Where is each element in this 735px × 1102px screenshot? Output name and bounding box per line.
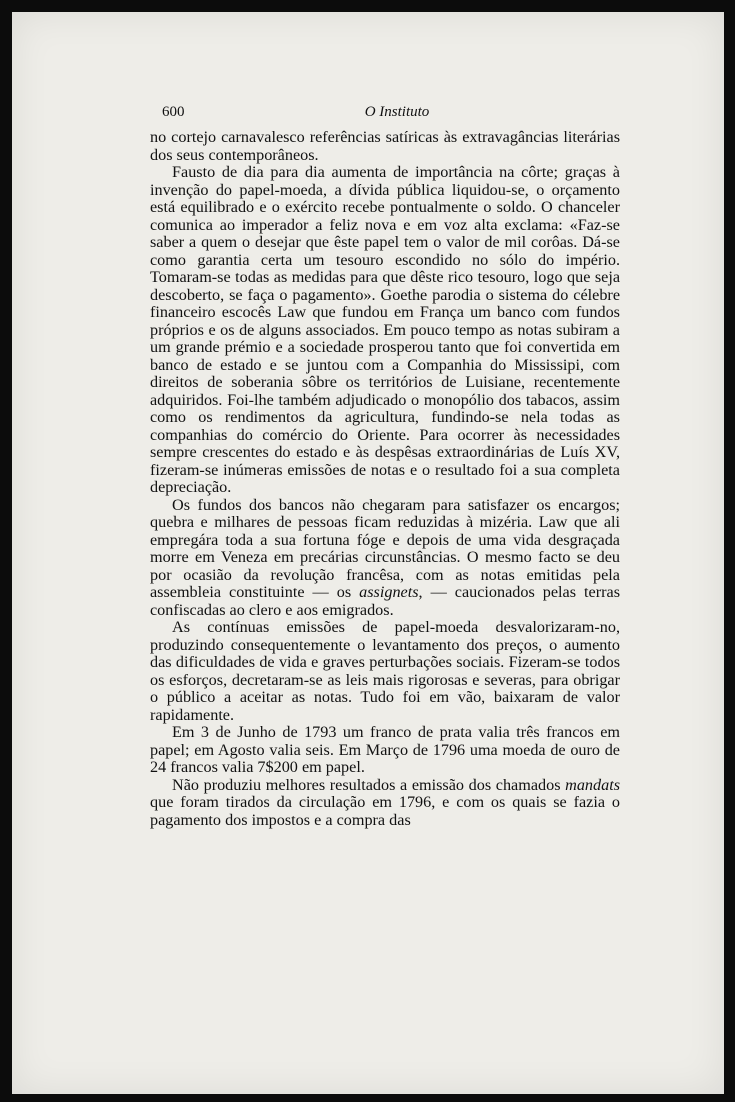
paragraph: Fausto de dia para dia aumenta de importância na côrte; graças à invenção do papel-moeda, a dívida pública liquidou-se, o orçamento está equilibrado e o exército recebe pontualmente o soldo. O chanceler comunica ao imperador a feliz nova e em voz alta exclama: «Faz-se saber a quem o desejar que êste papel tem o valor de mil corôas. Dá-se como garantia certa um tesouro escondido no sólo do império. Tomaram-se todas as medidas para que dêste rico tesouro, logo que seja descoberto, se faça o pagamento». Goethe parodia o sistema do célebre financeiro escocês Law que fundou em França um banco com fundos próprios e os de alguns associados. Em pouco tempo as notas subiram a um grande prémio e a sociedade prosperou tanto que foi convertida em banco de estado e se juntou com a Companhia do Mississipi, com direitos de soberania sôbre os territórios de Luisiane, recentemente adquiridos. Foi-lhe também adjudicado o monopólio dos tabacos, assim como os rendimentos da agricultura, fundindo-se nela todas as companhias do comércio do Oriente. Para ocorrer às necessidades sempre crescentes do estado e às despêsas extraordinárias de Luís XV, fizeram-se inúmeras emissões de notas e o resultado foi a sua completa depreciação. (150, 163, 620, 496)
page-number: 600 (162, 104, 185, 120)
paragraph-text: Os fundos dos bancos não chegaram para satisfazer os encargos; quebra e milhares de pessoas ficam reduzidas à mizéria. Law que ali empregára toda a sua fortuna fóge e depois de uma vida desgraçada morre em Veneza em precárias circunstâncias. O mesmo facto se deu por ocasião da revolução francêsa, com as notas emitidas pela assembleia constituinte — os (150, 495, 620, 601)
italic-term: assignets (359, 583, 419, 601)
paragraph: As contínuas emissões de papel-moeda desvalorizaram-no, produzindo consequentemente o levantamento dos preços, o aumento das dificuldades de vida e graves perturbações sociais. Fizeram-se todos os esforços, decretaram-se as leis mais rigorosas e severas, para obrigar o público a aceitar as notas. Tudo foi em vão, baixaram de valor rapidamente. (150, 618, 620, 724)
paragraph: no cortejo carnavalesco referências satíricas às extravagâncias literárias dos seus contemporâneos. (150, 128, 620, 164)
paragraph-text: Não produziu melhores resultados a emissão dos chamados (172, 775, 566, 794)
paragraph (150, 497, 620, 620)
paragraph: Em 3 de Junho de 1793 um franco de prata valia três francos em papel; em Agosto valia seis. Em Março de 1796 uma moeda de ouro de 24 francos valia 7$200 em papel. (150, 723, 620, 776)
paragraph-text: que foram tirados da circulação em 1796, e com os quais se fazia o pagamento dos impostos e a compra das (150, 793, 620, 829)
body-text (150, 129, 620, 829)
paragraph-text: , — caucionados pelas terras confiscadas ao clero e aos emigrados. (150, 583, 620, 619)
italic-term: mandats (565, 775, 620, 794)
paragraph (150, 777, 620, 830)
running-title: O Instituto (364, 104, 430, 120)
page-header (162, 104, 632, 124)
